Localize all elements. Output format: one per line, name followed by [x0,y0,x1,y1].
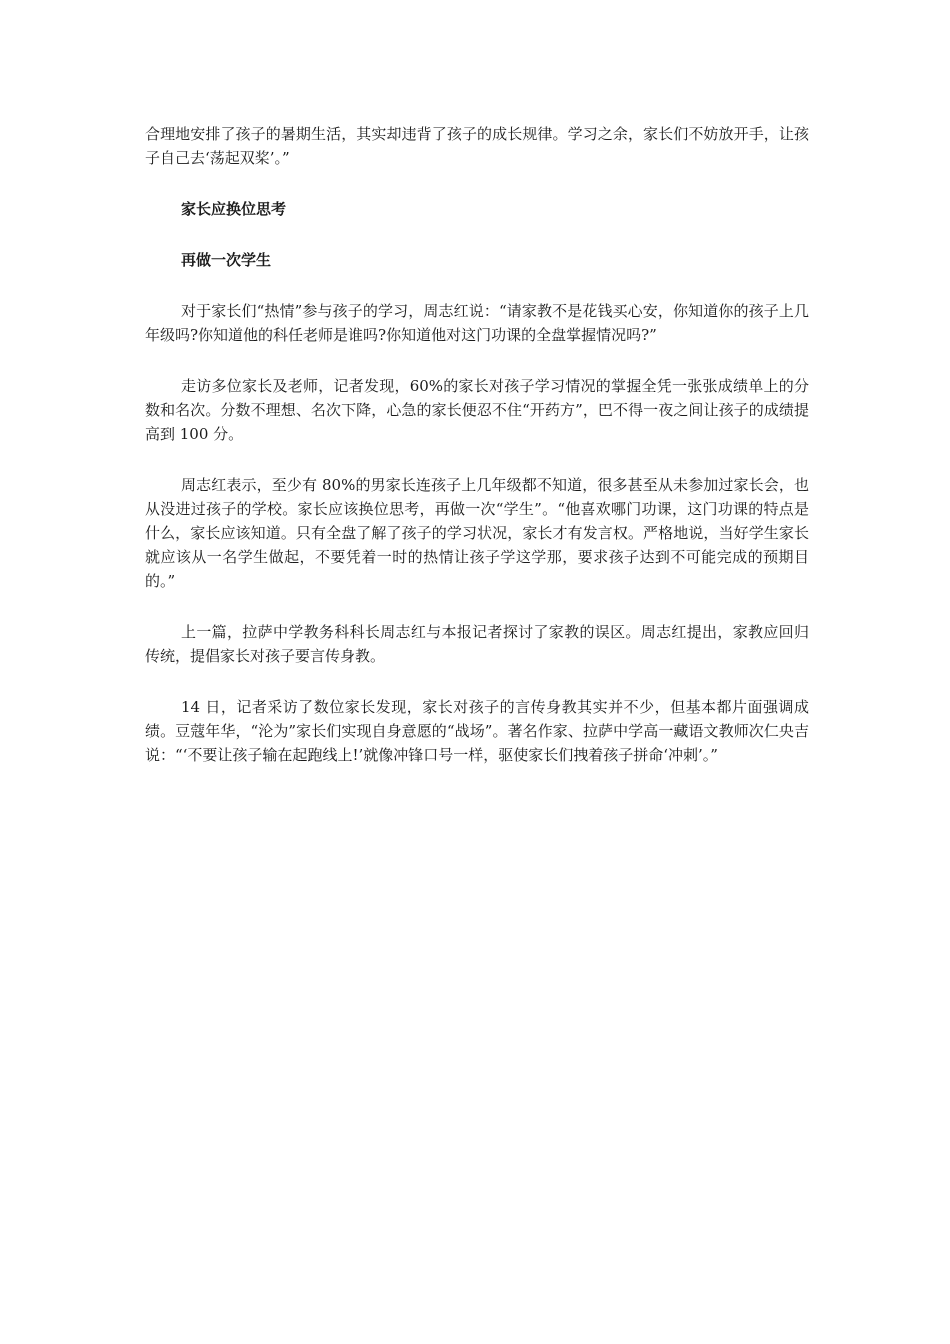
paragraph-1: 对于家长们“热情”参与孩子的学习，周志红说：“请家教不是花钱买心安，你知道你的孩子上几年级吗?你知道他的科任老师是谁吗?你知道他对这门功课的全盘掌握情况吗?” [145,302,809,344]
section-heading-1: 家长应换位思考 [181,200,287,218]
document-body [145,122,809,794]
paragraph-3: 周志红表示，至少有 80%的男家长连孩子上几年级都不知道，很多甚至从未参加过家长会，也从没进过孩子的学校。家长应该换位思考，再做一次“学生”。“他喜欢哪门功课，这门功课的特点是什么，家长应该知道。只有全盘了解了孩子的学习状况，家长才有发言权。严格地说，当好学生家长就应该从一名学生做起，不要凭着一时的热情让孩子学这学那，要求孩子达到不可能完成的预期目的。” [145,476,809,590]
intro-paragraph: 合理地安排了孩子的暑期生活，其实却违背了孩子的成长规律。学习之余，家长们不妨放开手，让孩子自己去‘荡起双桨’。” [145,125,809,167]
paragraph-4: 上一篇，拉萨中学教务科科长周志红与本报记者探讨了家教的误区。周志红提出，家教应回归传统，提倡家长对孩子要言传身教。 [145,623,809,665]
paragraph-2: 走访多位家长及老师，记者发现，60%的家长对孩子学习情况的掌握全凭一张张成绩单上的分数和名次。分数不理想、名次下降，心急的家长便忍不住“开药方”，巴不得一夜之间让孩子的成绩提高到 100 分。 [145,377,809,443]
section-heading-2: 再做一次学生 [181,251,272,269]
paragraph-5: 14 日，记者采访了数位家长发现，家长对孩子的言传身教其实并不少，但基本都片面强调成绩。豆蔻年华，“沦为”家长们实现自身意愿的“战场”。著名作家、拉萨中学高一藏语文教师次仁央吉说：“‘不要让孩子输在起跑线上!’就像冲锋口号一样，驱使家长们拽着孩子拼命‘冲刺’。” [145,698,809,764]
